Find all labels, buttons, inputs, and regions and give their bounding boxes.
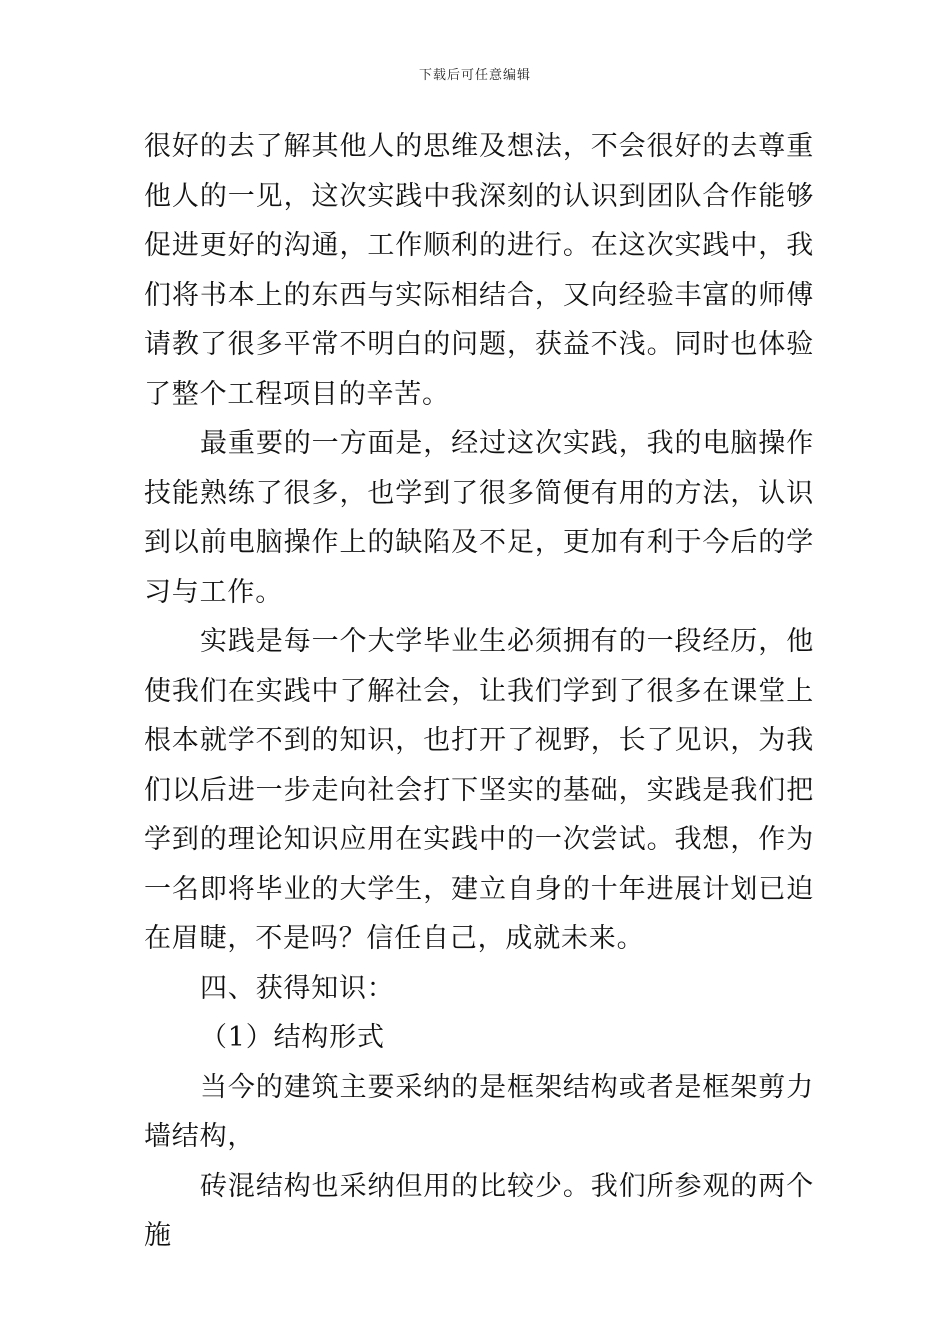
- paragraph-practice-value: 实践是每一个大学毕业生必须拥有的一段经历，他使我们在实践中了解社会，让我们学到了很多在课堂上根本就学不到的知识，也打开了视野，长了见识，为我们以后进一步走向社会打下坚实的基础，实践是我们把学到的理论知识应用在实践中的一次尝试。我想，作为一名即将毕业的大学生，建立自身的十年进展计划已迫在眉睫，不是吗？信任自己，成就未来。: [144, 626, 814, 954]
- page-header: 下载后可任意编辑: [418, 68, 531, 83]
- subsection-heading-structure: （1）结构形式: [200, 1022, 385, 1053]
- section-heading-knowledge: 四、获得知识：: [200, 972, 395, 1004]
- paragraph-brick-structure: 砖混结构也采纳但用的比较少。我们所参观的两个施: [144, 1170, 814, 1251]
- document-body: [144, 122, 814, 1261]
- paragraph-computer-skills: 最重要的一方面是，经过这次实践，我的电脑操作技能熟练了很多，也学到了很多简便有用的方法，认识到以前电脑操作上的缺陷及不足，更加有利于今后的学习与工作。: [144, 428, 814, 608]
- paragraph-structure-types: 当今的建筑主要采纳的是框架结构或者是框架剪力墙结构，: [144, 1071, 814, 1152]
- paragraph-continuation: 很好的去了解其他人的思维及想法，不会很好的去尊重他人的一见，这次实践中我深刻的认识到团队合作能够促进更好的沟通，工作顺利的进行。在这次实践中，我们将书本上的东西与实际相结合，又向经验丰富的师傅请教了很多平常不明白的问题，获益不浅。同时也体验了整个工程项目的辛苦。: [144, 131, 814, 410]
